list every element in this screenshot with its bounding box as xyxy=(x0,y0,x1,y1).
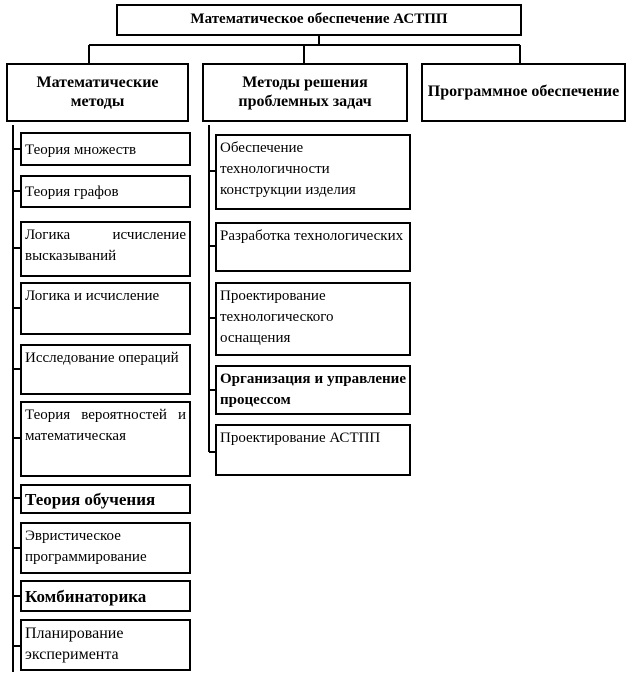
node-label: Проектирование АСТПП xyxy=(220,430,381,446)
node-process-development xyxy=(215,222,411,272)
node-label: Логика исчисление высказываний xyxy=(25,227,186,264)
category-problem-methods xyxy=(202,63,408,122)
root-node xyxy=(116,4,522,36)
node-label: Обеспечение технологичности конструкции изделия xyxy=(220,140,356,198)
node-combinatorics xyxy=(20,580,191,612)
node-label: Исследование операций xyxy=(25,350,179,366)
node-label: Эвристическое программирование xyxy=(25,528,147,565)
root-label: Математическое обеспечение АСТПП xyxy=(190,11,448,28)
node-label: Теория графов xyxy=(25,184,119,200)
category-label: Методы решения проблемных задач xyxy=(238,74,372,110)
node-label: Теория обучения xyxy=(25,490,156,509)
node-tooling-design xyxy=(215,282,411,356)
node-logic-calculus xyxy=(20,282,191,335)
node-label: Организация и управление процессом xyxy=(220,371,406,408)
node-design-manufacturability xyxy=(215,134,411,210)
node-label: Проектирование технологического оснащения xyxy=(220,288,334,346)
node-label: Теория вероятностей и математическая xyxy=(25,407,186,444)
node-label: Теория множеств xyxy=(25,142,137,158)
category-label: Математические методы xyxy=(36,74,159,110)
node-label: Планирование эксперимента xyxy=(25,625,124,663)
category-label: Программное обеспечение xyxy=(427,83,620,101)
node-probability-theory xyxy=(20,401,191,477)
node-heuristic-programming xyxy=(20,522,191,574)
category-software xyxy=(421,63,626,122)
category-math-methods xyxy=(6,63,189,122)
node-experiment-planning xyxy=(20,619,191,671)
node-label: Комбинаторика xyxy=(25,587,147,606)
node-astpp-design xyxy=(215,424,411,476)
node-graph-theory xyxy=(20,175,191,208)
node-process-management xyxy=(215,365,411,415)
node-logic-propositions xyxy=(20,221,191,277)
node-label: Логика и исчисление xyxy=(25,288,160,304)
node-set-theory xyxy=(20,132,191,166)
node-operations-research xyxy=(20,344,191,395)
node-label: Разработка технологических xyxy=(220,228,404,244)
node-learning-theory xyxy=(20,484,191,514)
